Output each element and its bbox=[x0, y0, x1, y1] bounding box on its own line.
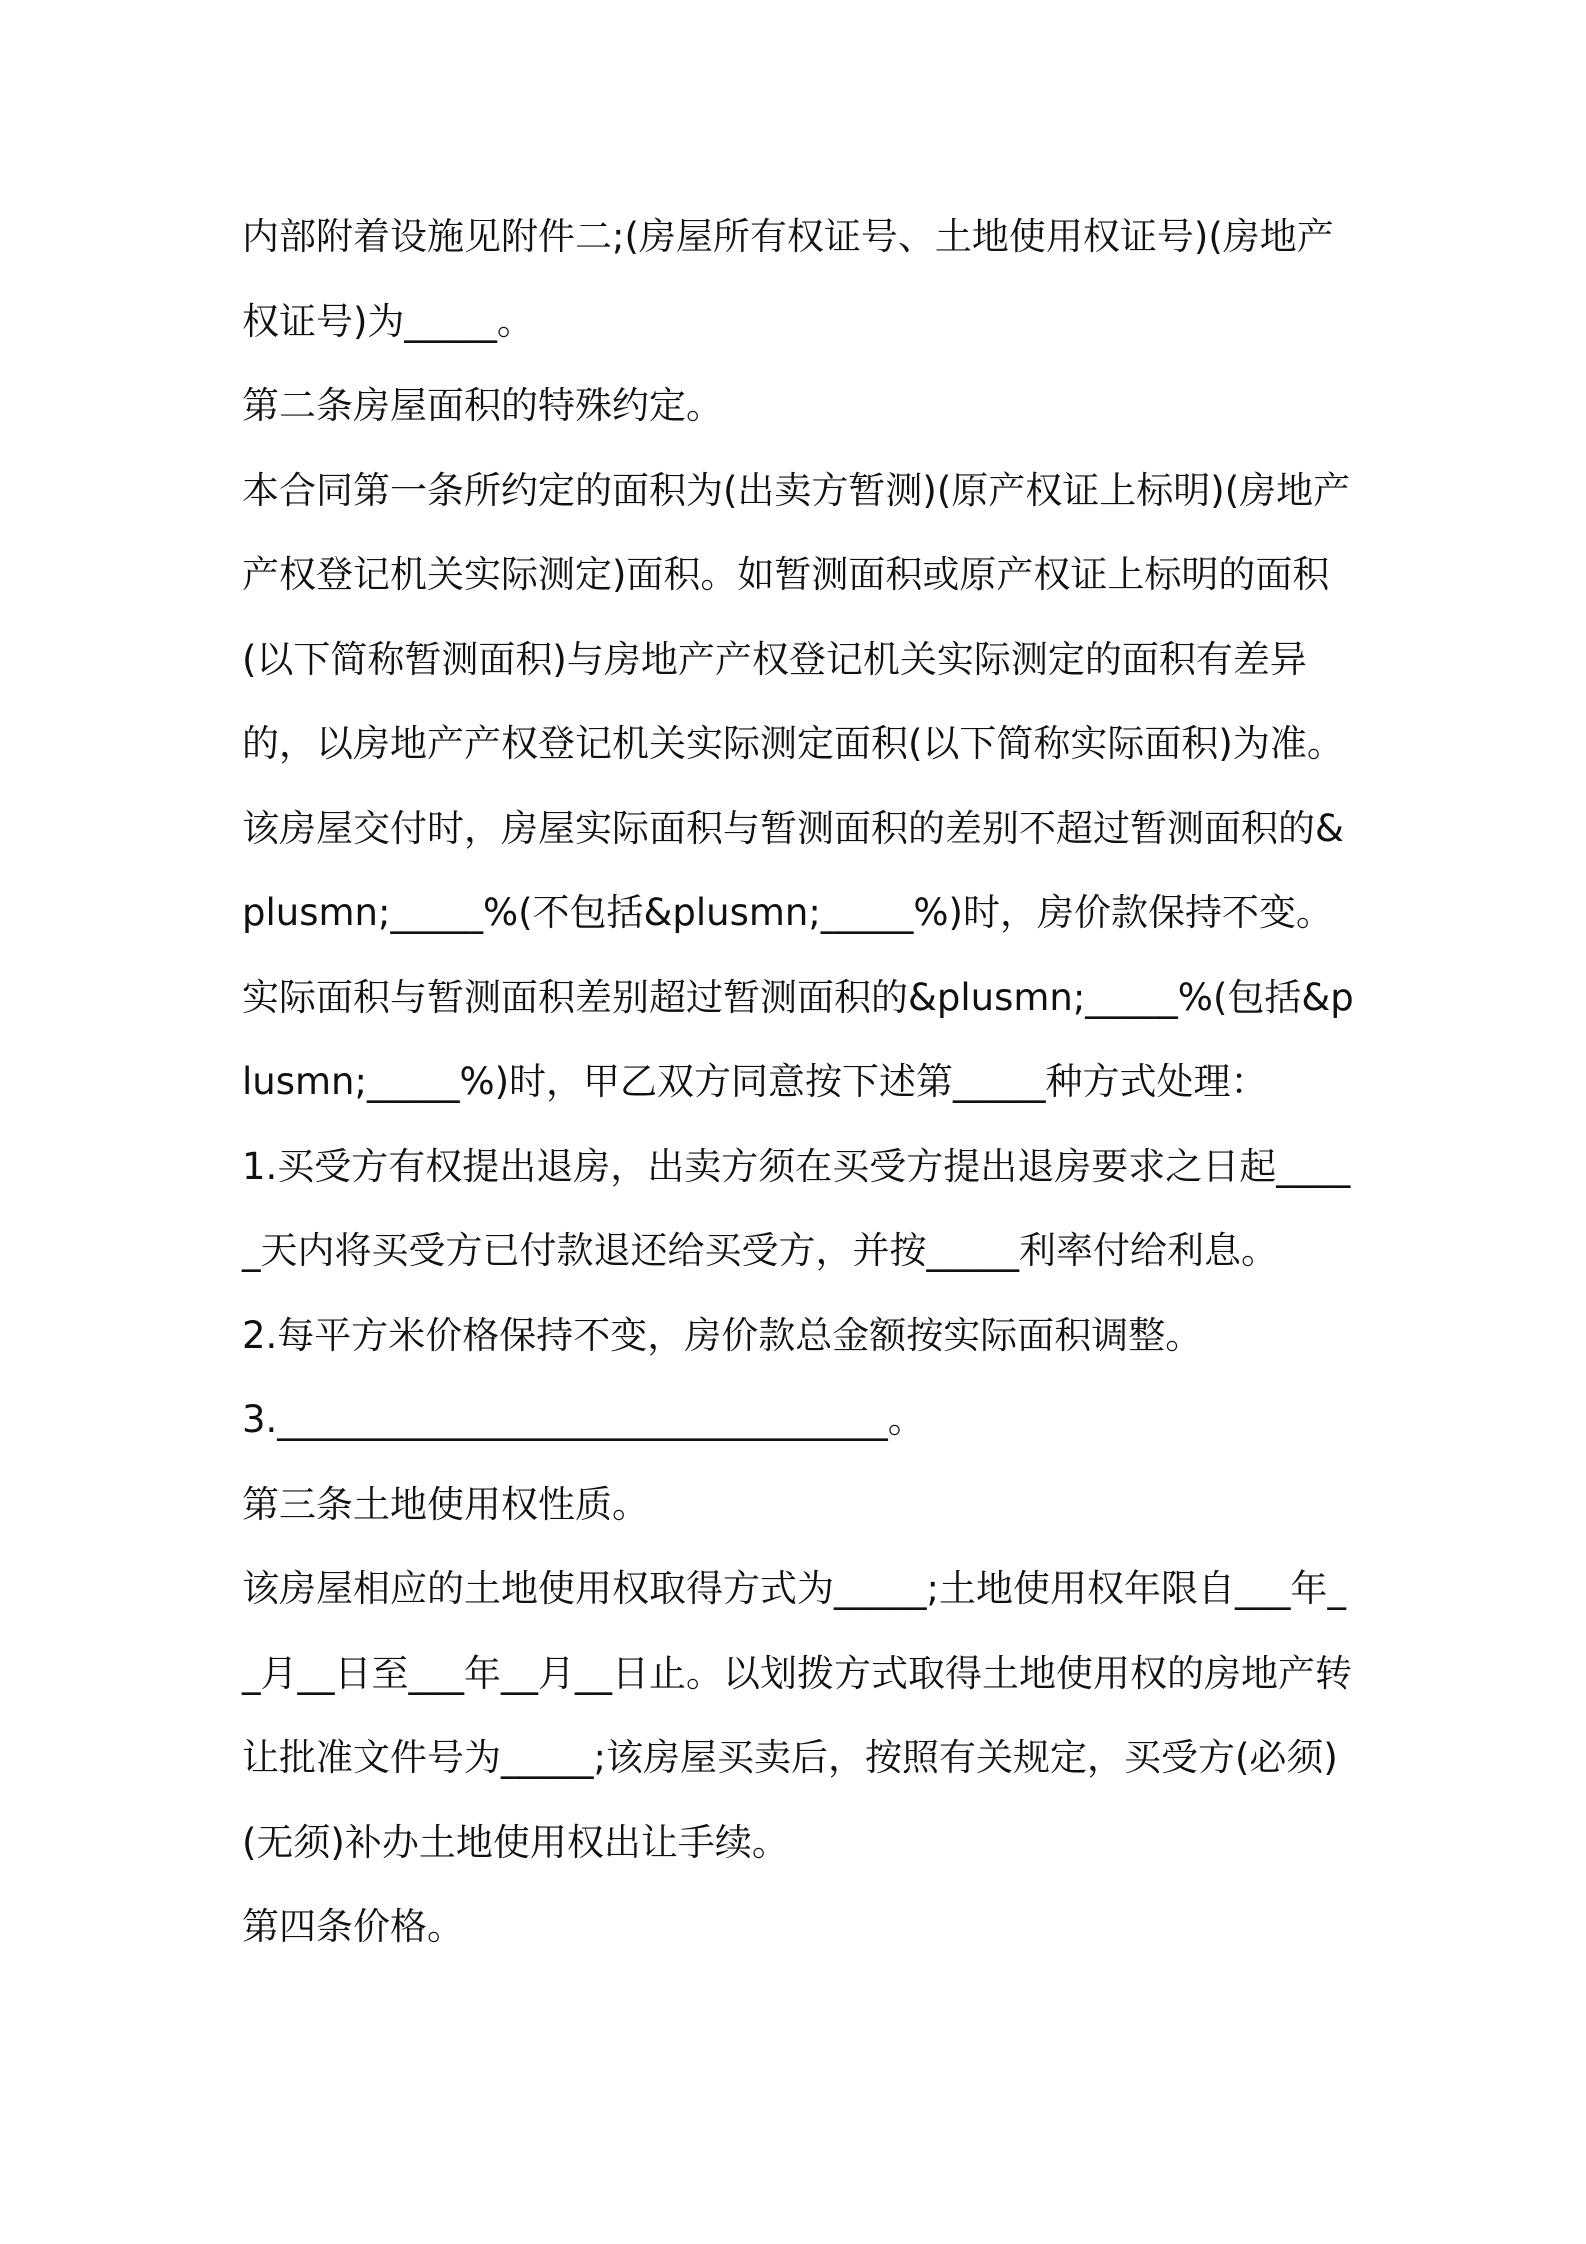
heading-article-3-land-use: 第三条土地使用权性质。 bbox=[242, 1482, 649, 1526]
paragraph-land-use-rights: 该房屋相应的土地使用权取得方式为_____;土地使用权年限自___年__月__日至___年__月__日止。以划拨方式取得土地使用权的房地产转让批准文件号为_____;该房屋买卖后，按照有关规定，买受方(必须)(无须)补办土地使用权出让手续。 bbox=[242, 1567, 1352, 1864]
paragraph-area-excess: 实际面积与暂测面积差别超过暂测面积的&plusmn;_____%(包括&plusmn;_____%)时，甲乙双方同意按下述第_____种方式处理： bbox=[242, 975, 1354, 1103]
list-item-option-1: 1.买受方有权提出退房，出卖方须在买受方提出退房要求之日起_____天内将买受方已付款退还给买受方，并按_____利率付给利息。 bbox=[242, 1144, 1351, 1272]
heading-article-2-area: 第二条房屋面积的特殊约定。 bbox=[242, 384, 723, 427]
list-item-option-3: 3._________________________________。 bbox=[242, 1398, 925, 1441]
heading-article-4-price: 第四条价格。 bbox=[242, 1905, 464, 1948]
paragraph-attachment-certificate: 内部附着设施见附件二;(房屋所有权证号、土地使用权证号)(房地产权证号)为_____。 bbox=[242, 215, 1334, 343]
paragraph-area-definition: 本合同第一条所约定的面积为(出卖方暂测)(原产权证上标明)(房地产产权登记机关实际测定)面积。如暂测面积或原产权证上标明的面积(以下简称暂测面积)与房地产产权登记机关实际测定的面积有差异的，以房地产产权登记机关实际测定面积(以下简称实际面积)为准。 bbox=[242, 468, 1351, 765]
list-item-option-2: 2.每平方米价格保持不变，房价款总金额按实际面积调整。 bbox=[242, 1313, 1203, 1357]
document-body bbox=[242, 195, 1357, 1970]
paragraph-area-tolerance: 该房屋交付时，房屋实际面积与暂测面积的差别不超过暂测面积的&plusmn;_____%(不包括&plusmn;_____%)时，房价款保持不变。 bbox=[242, 806, 1344, 934]
